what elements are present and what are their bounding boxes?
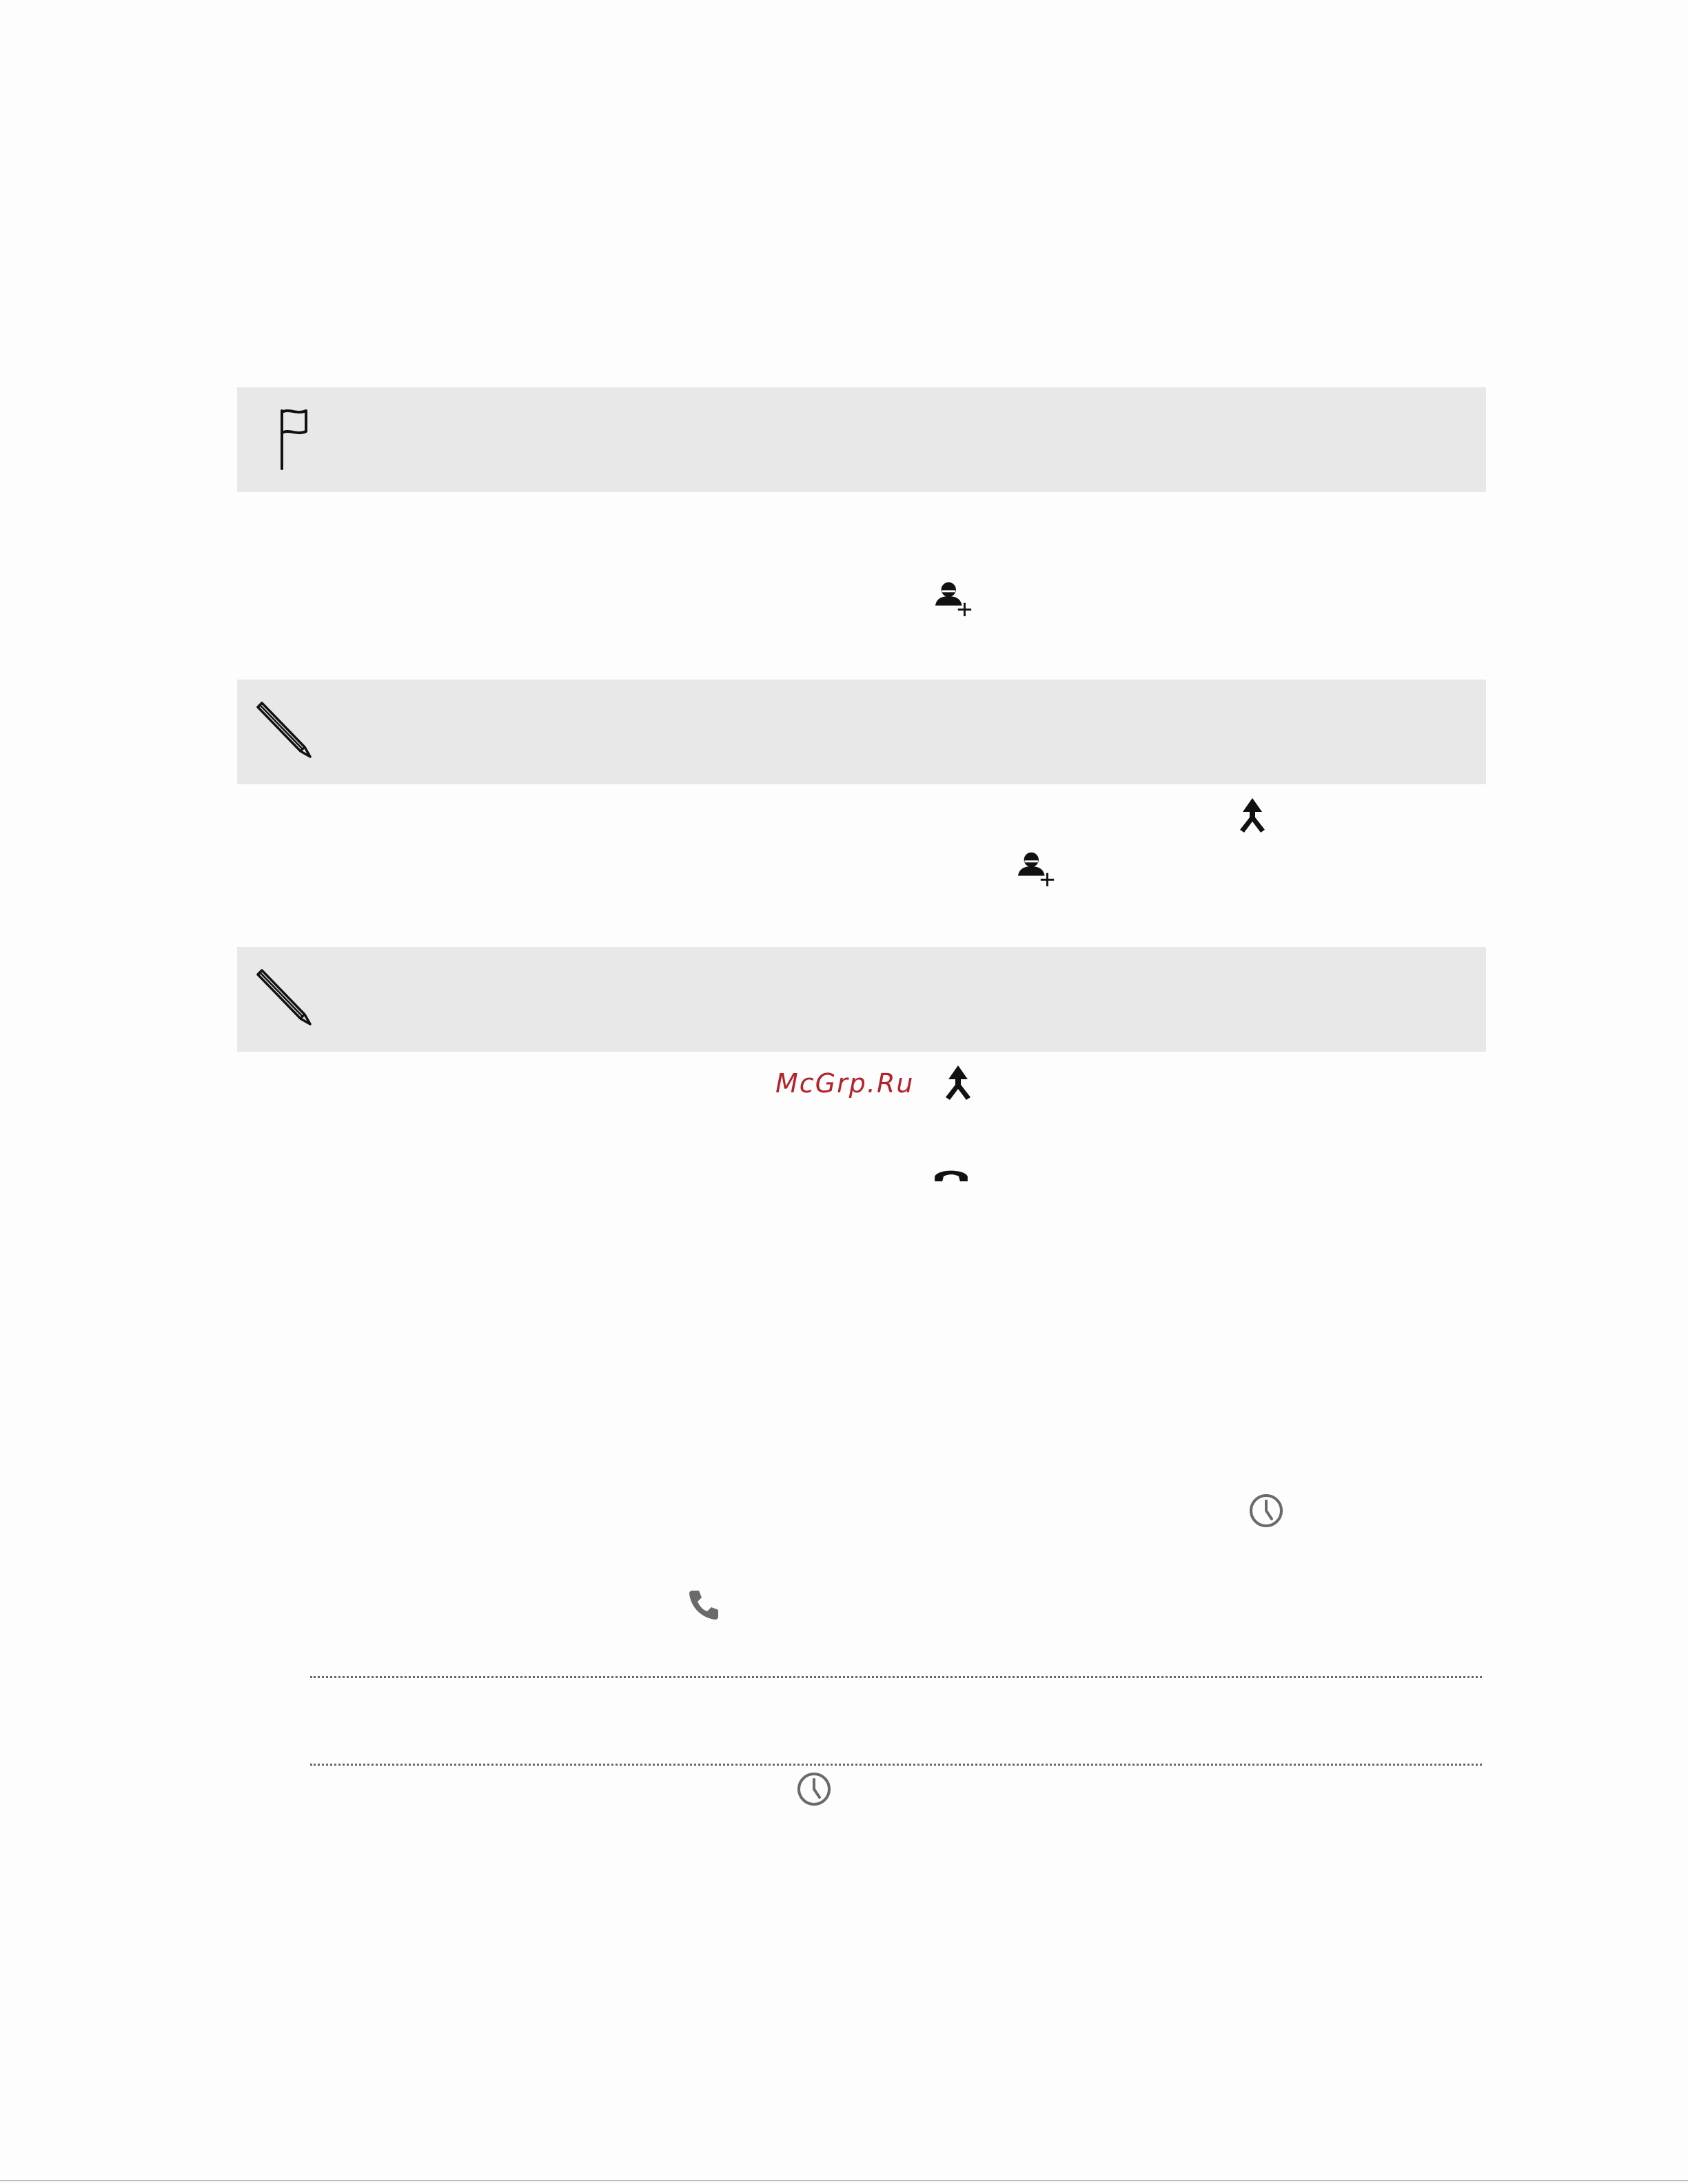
page-bottom-edge xyxy=(0,2180,1688,2181)
add-contact-icon xyxy=(934,579,974,619)
dotted-divider xyxy=(310,1764,1482,1766)
watermark-text: McGrp.Ru xyxy=(775,1068,915,1099)
call-history-icon xyxy=(1248,1493,1284,1529)
flag-icon xyxy=(251,401,313,470)
pencil-icon xyxy=(251,961,313,1030)
tip-note-box xyxy=(237,947,1486,1052)
end-call-icon xyxy=(932,1167,970,1183)
pencil-icon xyxy=(251,693,313,762)
important-note-box xyxy=(237,387,1486,492)
merge-calls-icon xyxy=(944,1065,972,1101)
dotted-divider xyxy=(310,1676,1482,1678)
phone-icon xyxy=(688,1588,721,1621)
call-history-icon xyxy=(796,1771,832,1807)
merge-calls-icon xyxy=(1239,798,1266,834)
add-contact-icon xyxy=(1017,849,1057,889)
tip-note-box xyxy=(237,680,1486,784)
